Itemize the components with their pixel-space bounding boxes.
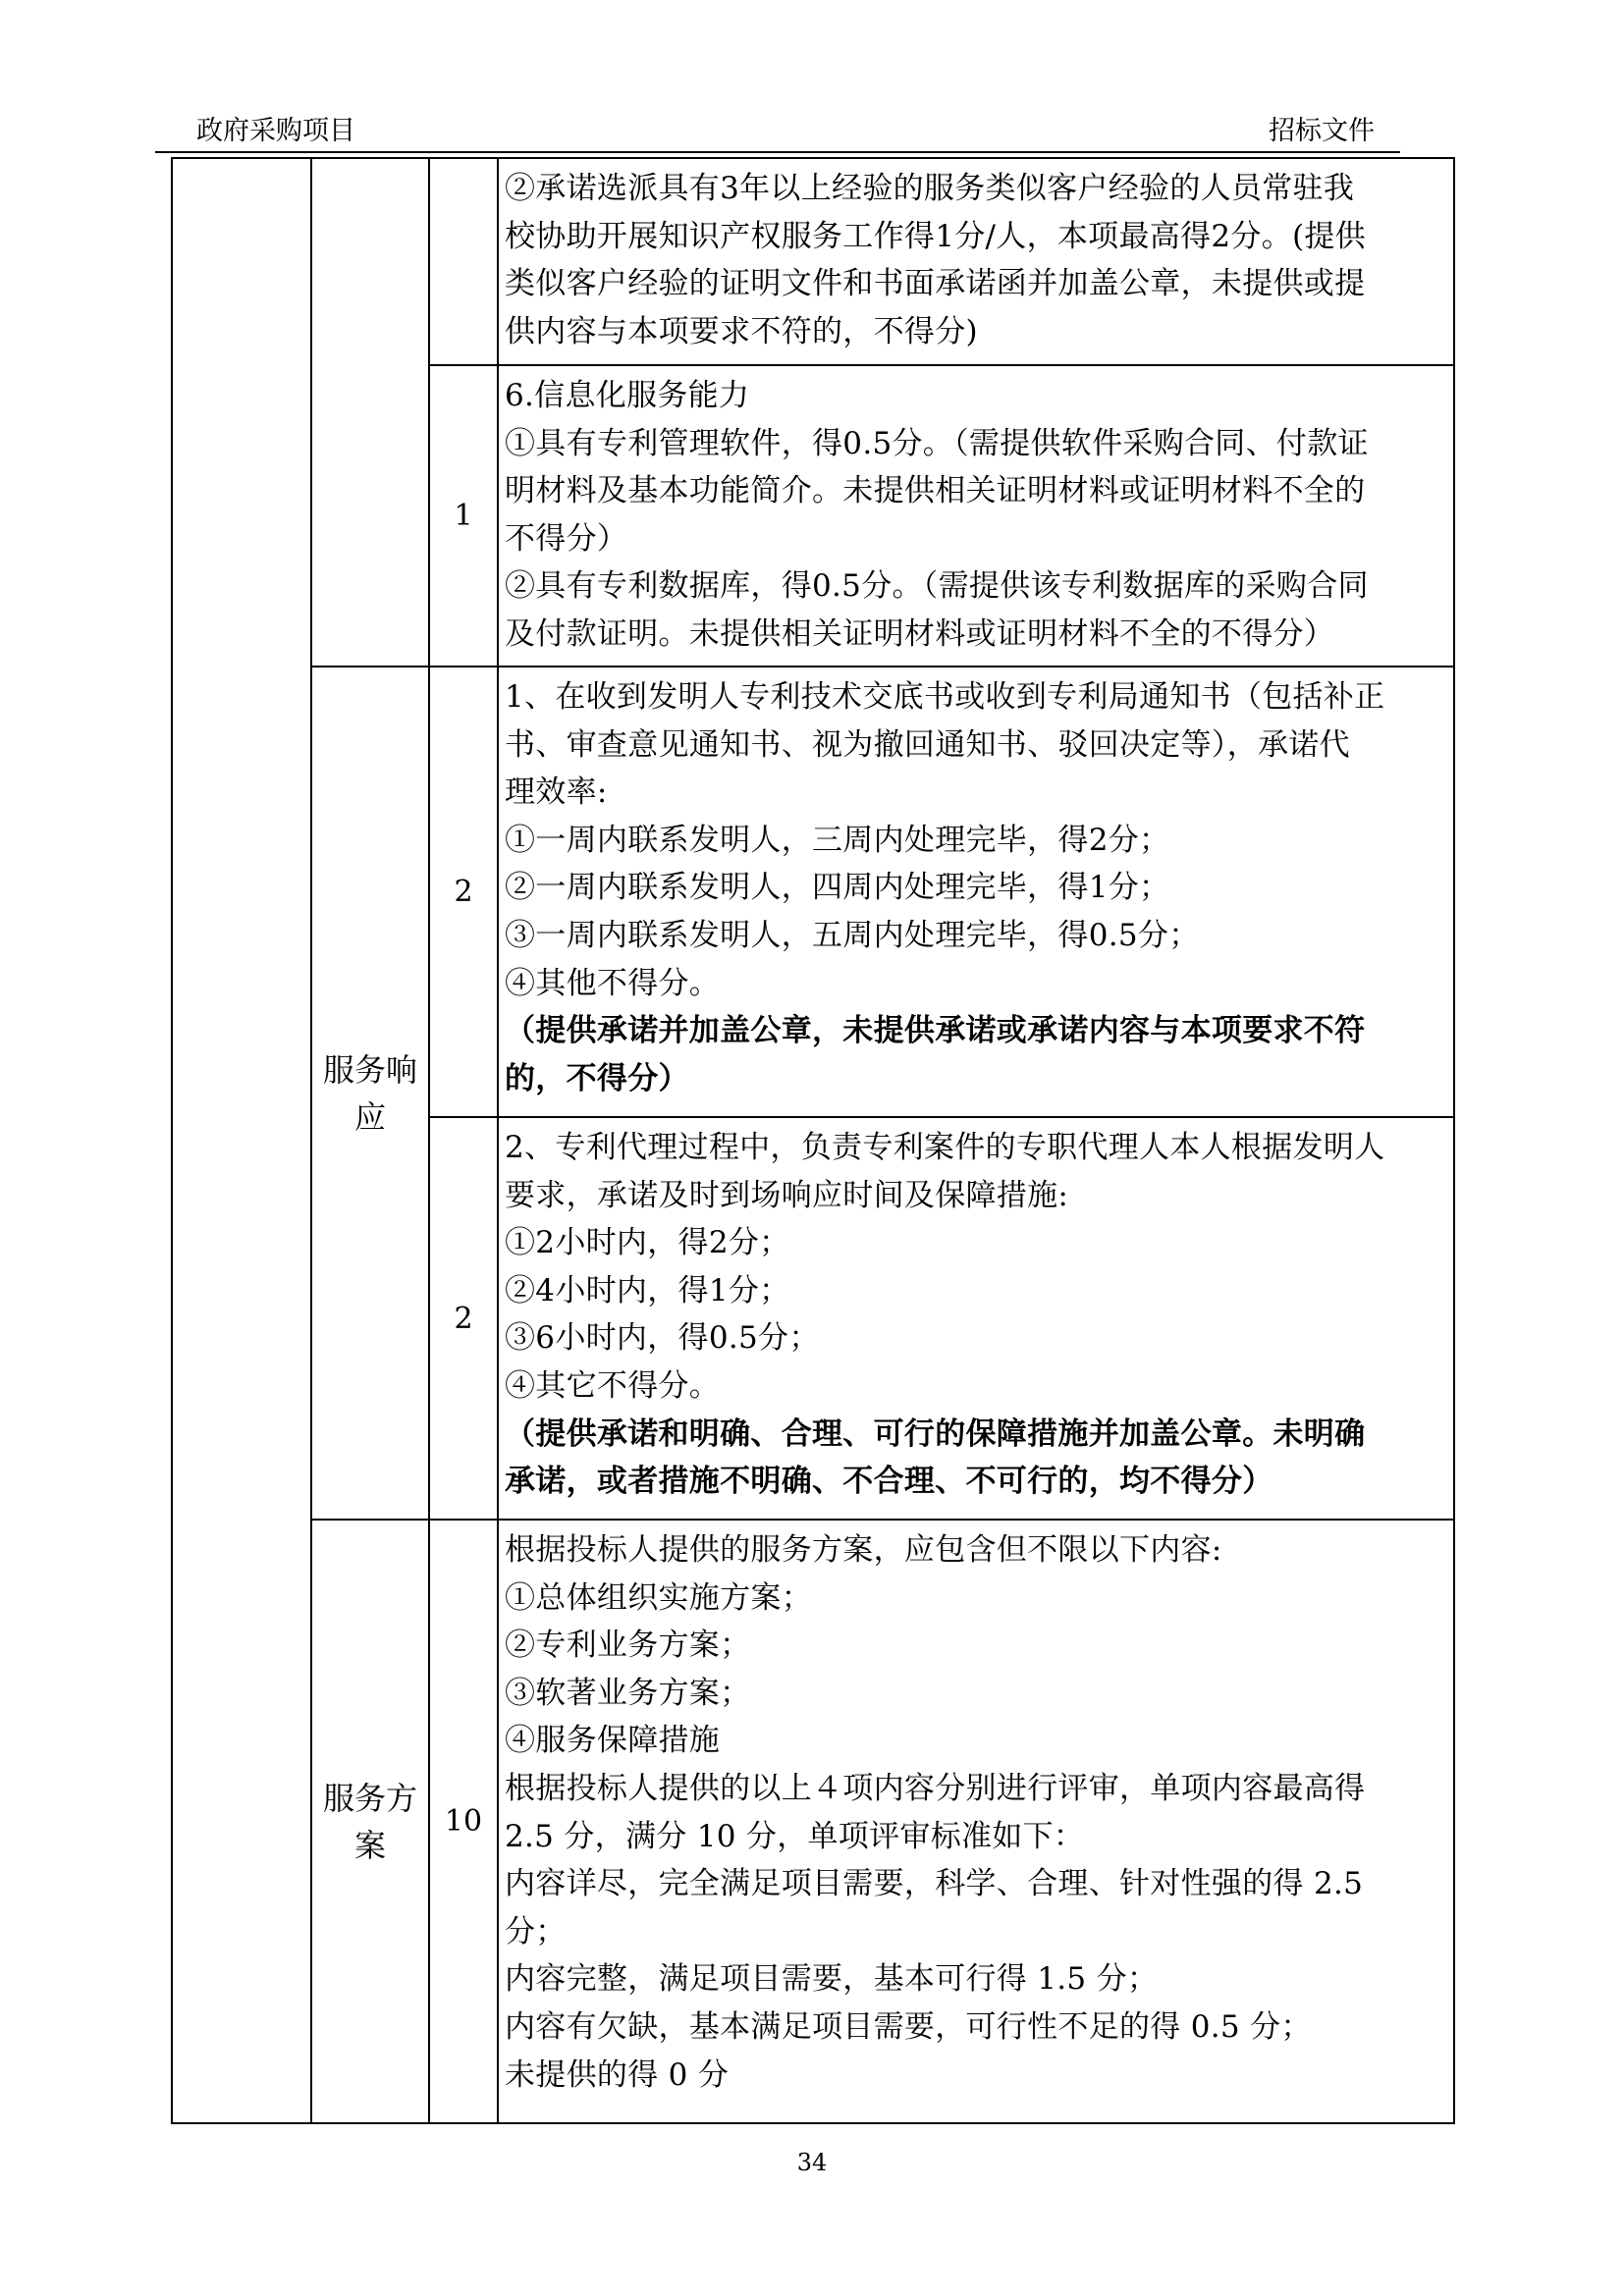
scoring-table (171, 157, 1455, 2124)
text-line: 1、在收到发明人专利技术交底书或收到专利局通知书（包括补正 (505, 679, 1385, 715)
score-cell (429, 158, 498, 365)
text-line: ②4小时内，得1分； (505, 1272, 790, 1308)
bold-requirement-line: （提供承诺和明确、合理、可行的保障措施并加盖公章。未明确 (505, 1415, 1366, 1452)
text-line: ②承诺选派具有3年以上经验的服务类似客户经验的人员常驻我 (505, 171, 1355, 206)
category-service-response (311, 667, 429, 1520)
text-line: 理效率: (505, 774, 608, 811)
score-cell: 1 (429, 365, 498, 667)
header-rule (155, 151, 1400, 153)
text-line: 供内容与本项要求不符的，不得分) (505, 313, 978, 349)
blank-category-cell (172, 158, 311, 2123)
page-number: 34 (796, 2149, 828, 2176)
text-line: 未提供的得 0 分 (505, 2056, 730, 2093)
text-line: 分； (505, 1913, 567, 1949)
text-line: 根据投标人提供的以上４项内容分别进行评审，单项内容最高得 (505, 1770, 1366, 1806)
table-row (172, 667, 1454, 1117)
criteria-text (498, 667, 1454, 1117)
category-label-line: 应 (353, 1097, 386, 1136)
table-row (172, 1520, 1454, 2123)
category-label-line: 案 (353, 1826, 386, 1864)
text-line: 内容详尽，完全满足项目需要，科学、合理、针对性强的得 2.5 (505, 1866, 1364, 1902)
criteria-text (498, 365, 1454, 667)
text-line: 要求，承诺及时到场响应时间及保障措施: (505, 1177, 1069, 1213)
category-label-line: 服务响 (322, 1050, 417, 1089)
category-service-plan (311, 1520, 429, 2123)
text-line: ②具有专利数据库，得0.5分。（需提供该专利数据库的采购合同 (505, 568, 1369, 605)
category-label-line: 服务方 (322, 1779, 417, 1817)
text-line: ①2小时内，得2分； (505, 1225, 790, 1261)
text-line: 书、审查意见通知书、视为撤回通知书、驳回决定等），承诺代 (505, 726, 1350, 763)
text-line: 根据投标人提供的服务方案，应包含但不限以下内容: (505, 1532, 1222, 1568)
bold-requirement-line: （提供承诺并加盖公章，未提供承诺或承诺内容与本项要求不符 (505, 1013, 1366, 1049)
text-line: 内容有欠缺，基本满足项目需要，可行性不足的得 0.5 分； (505, 2008, 1312, 2045)
text-line: ③6小时内，得0.5分； (505, 1320, 820, 1357)
score-cell: 2 (429, 667, 498, 1117)
text-line: 2、专利代理过程中，负责专利案件的专职代理人本人根据发明人 (505, 1130, 1385, 1165)
text-line: 校协助开展知识产权服务工作得1分/人，本项最高得2分。(提供 (505, 218, 1366, 254)
header-project-title: 政府采购项目 (196, 116, 355, 146)
text-line: ①总体组织实施方案； (505, 1579, 812, 1616)
criteria-text (498, 158, 1454, 365)
criteria-text (498, 1117, 1454, 1520)
text-line: 类似客户经验的证明文件和书面承诺函并加盖公章，未提供或提 (505, 266, 1366, 302)
header-document-title: 招标文件 (1269, 116, 1375, 146)
text-line: 明材料及基本功能简介。未提供相关证明材料或证明材料不全的 (505, 473, 1366, 509)
bold-requirement-line: 的，不得分） (505, 1060, 689, 1096)
score-cell: 10 (429, 1520, 498, 2123)
table-row (172, 158, 1454, 365)
text-line: 内容完整，满足项目需要，基本可行得 1.5 分； (505, 1961, 1159, 1998)
text-line: 6.信息化服务能力 (505, 378, 750, 413)
bold-requirement-line: 承诺，或者措施不明确、不合理、不可行的，均不得分） (505, 1464, 1273, 1500)
text-line: ③软著业务方案； (505, 1675, 751, 1711)
text-line: 及付款证明。未提供相关证明材料或证明材料不全的不得分） (505, 615, 1335, 652)
blank-subcategory-cell (311, 158, 429, 667)
text-line: ②一周内联系发明人，四周内处理完毕，得1分； (505, 870, 1170, 906)
text-line: ②专利业务方案； (505, 1628, 751, 1664)
score-cell: 2 (429, 1117, 498, 1520)
criteria-text (498, 1520, 1454, 2123)
text-line: ③一周内联系发明人，五周内处理完毕，得0.5分； (505, 917, 1200, 953)
text-line: ④其它不得分。 (505, 1367, 721, 1404)
text-line: 不得分） (505, 520, 628, 557)
text-line: ④服务保障措施 (505, 1723, 721, 1759)
text-line: ①具有专利管理软件，得0.5分。（需提供软件采购合同、付款证 (505, 425, 1369, 461)
text-line: ①一周内联系发明人，三周内处理完毕，得2分； (505, 822, 1170, 858)
text-line: ④其他不得分。 (505, 965, 721, 1001)
text-line: 2.5 分，满分 10 分，单项评审标准如下： (505, 1818, 1085, 1854)
